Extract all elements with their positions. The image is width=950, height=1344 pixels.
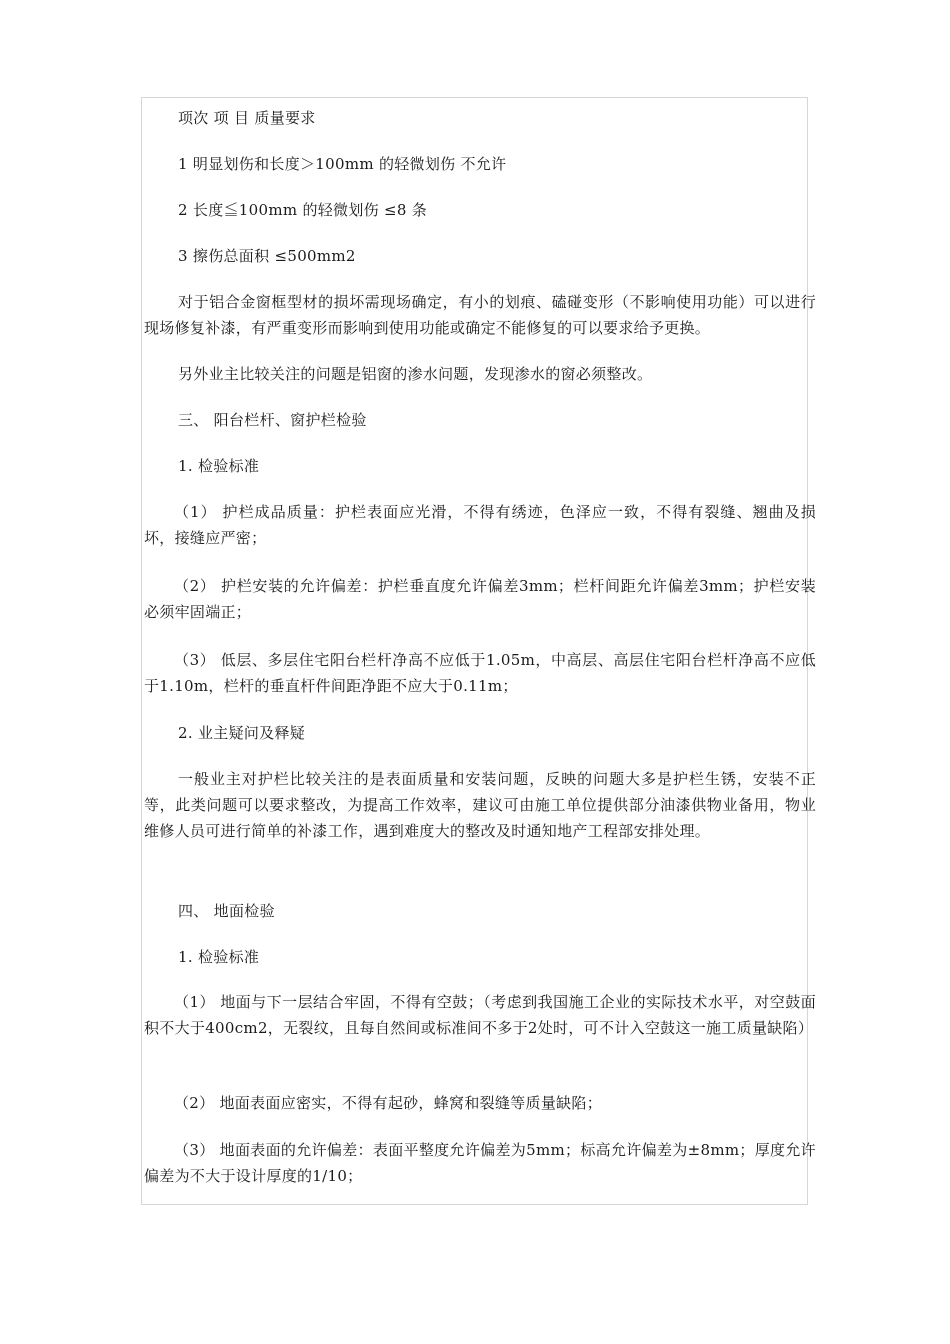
table-header-line: 项次 项 目 质量要求 (178, 109, 316, 127)
section-heading-floor: 四、 地面检验 (178, 902, 275, 920)
table-row-3: 3 擦伤总面积 ≤500mm2 (178, 247, 356, 265)
subheading-standard-1: 1. 检验标准 (178, 457, 260, 475)
paragraph-frame-damage: 对于铝合金窗框型材的损坏需现场确定，有小的划痕、磕碰变形（不影响使用功能）可以进行现场修复补漆，有严重变形而影响到使用功能或确定不能修复的可以要求给予更换。 (144, 293, 816, 337)
subheading-owner-faq: 2. 业主疑问及释疑 (178, 724, 306, 742)
paragraph-railing-height: （3） 低层、多层住宅阳台栏杆净高不应低于1.05m，中高层、高层住宅阳台栏杆净高不应低于1.10m，栏杆的垂直杆件间距净距不应大于0.11m； (144, 651, 816, 695)
paragraph-floor-bonding: （1） 地面与下一层结合牢固，不得有空鼓；（考虑到我国施工企业的实际技术水平，对空鼓面积不大于400cm2，无裂纹，且每自然间或标准间不多于2处时，可不计入空鼓这一施工质量缺陷） (144, 993, 816, 1037)
table-row-1: 1 明显划伤和长度＞100mm 的轻微划伤 不允许 (178, 155, 507, 173)
section-heading-railing: 三、 阳台栏杆、窗护栏检验 (178, 411, 367, 429)
subheading-standard-2: 1. 检验标准 (178, 948, 260, 966)
paragraph-water-leak: 另外业主比较关注的问题是铝窗的渗水问题，发现渗水的窗必须整改。 (178, 365, 653, 383)
paragraph-floor-surface: （2） 地面表面应密实，不得有起砂，蜂窝和裂缝等质量缺陷； (174, 1094, 603, 1112)
table-row-2: 2 长度≦100mm 的轻微划伤 ≤8 条 (178, 201, 428, 219)
paragraph-floor-tolerance: （3） 地面表面的允许偏差：表面平整度允许偏差为5mm；标高允许偏差为±8mm；厚度允许偏差为不大于设计厚度的1/10； (144, 1141, 816, 1185)
paragraph-railing-quality: （1） 护栏成品质量：护栏表面应光滑，不得有绣迹，色泽应一致，不得有裂缝、翘曲及损坏，接缝应严密； (144, 503, 816, 547)
paragraph-railing-install: （2） 护栏安装的允许偏差：护栏垂直度允许偏差3mm；栏杆间距允许偏差3mm；护栏安装必须牢固端正； (144, 577, 816, 621)
paragraph-owner-concerns: 一般业主对护栏比较关注的是表面质量和安装问题，反映的问题大多是护栏生锈，安装不正等，此类问题可以要求整改，为提高工作效率，建议可由施工单位提供部分油漆供物业备用，物业维修人员可进行简单的补漆工作，遇到难度大的整改及时通知地产工程部安排处理。 (144, 770, 816, 840)
